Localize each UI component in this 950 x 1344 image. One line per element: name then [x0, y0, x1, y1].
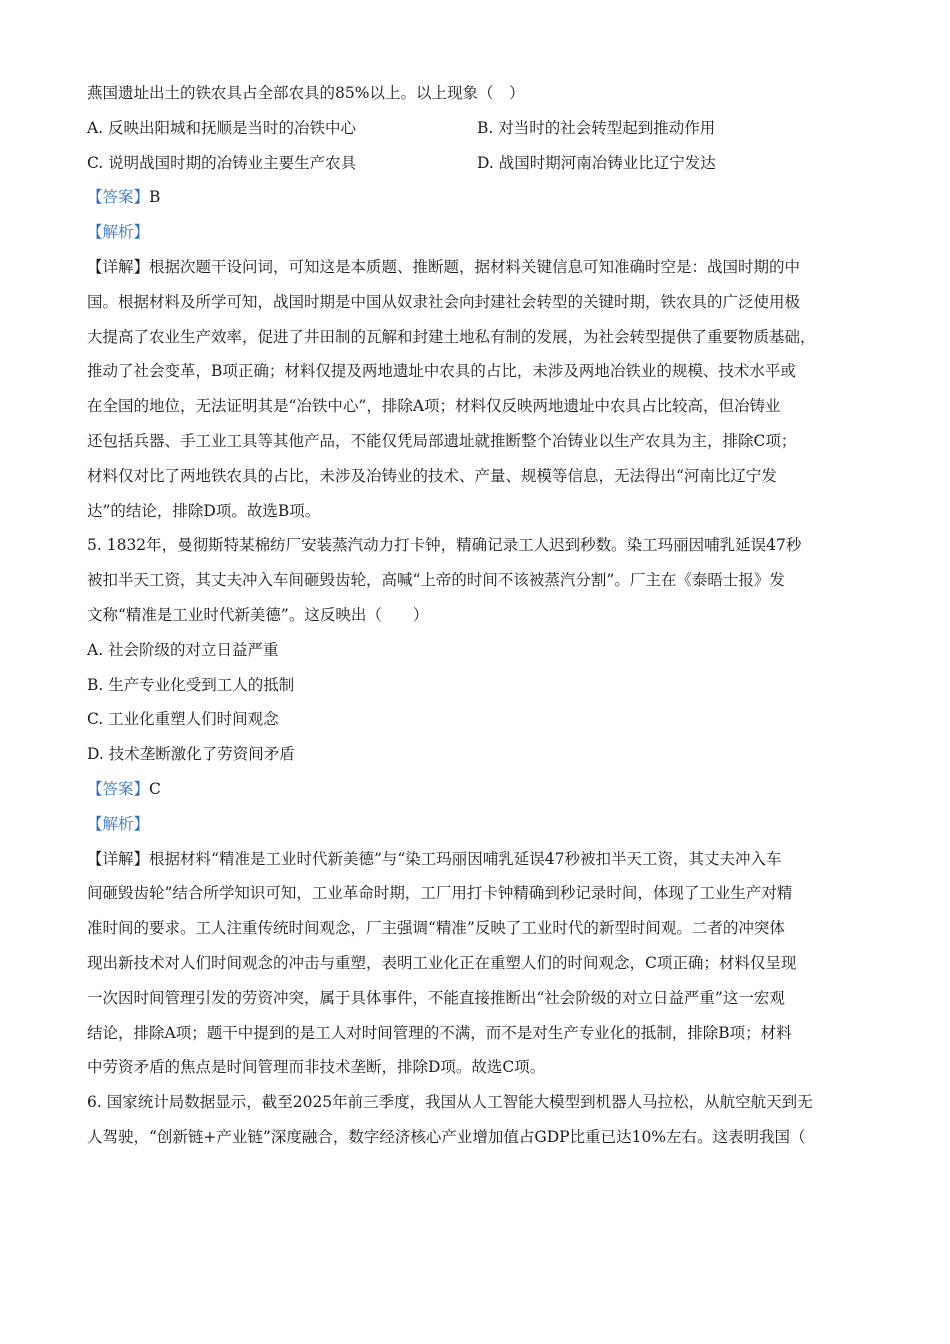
q5-detail-line-3: 准时间的要求。工人注重传统时间观念，厂主强调“精准”反映了工业时代的新型时间观。二者的冲突体 — [87, 919, 785, 938]
document-page — [87, 76, 867, 1155]
q5-option-b: B. 生产专业化受到工人的抵制 — [87, 675, 295, 694]
q4-option-a: A. 反映出阳城和抚顺是当时的冶铁中心 — [87, 118, 357, 137]
q4-detail-line-1 — [87, 250, 867, 285]
q5-analysis — [87, 807, 867, 842]
q4-analysis — [87, 215, 867, 250]
q5-answer — [87, 772, 867, 807]
q6-stem-line-2: 人驾驶，“创新链+产业链”深度融合，数字经济核心产业增加值占GDP比重已达10%左右。这表明我国（ — [87, 1127, 806, 1146]
q5-detail-line-4: 现出新技术对人们时间观念的冲击与重塑，表明工业化正在重塑人们的时间观念，C项正确；材料仅呈现 — [87, 953, 797, 972]
q4-detail-line-5: 在全国的地位，无法证明其是“冶铁中心”，排除A项；材料仅反映两地遗址中农具占比较高，但冶铸业 — [87, 397, 781, 416]
q5-detail-text: 根据材料“精准是工业时代新美德”与“染工玛丽因哺乳延误47秒被扣半天工资，其丈夫冲入车 — [149, 849, 782, 868]
q5-answer-tag: 【答案】 — [87, 779, 150, 798]
q5-detail-line-1 — [87, 842, 867, 877]
q4-analysis-tag: 【解析】 — [87, 223, 150, 242]
q5-option-d: D. 技术垄断激化了劳资间矛盾 — [87, 745, 295, 764]
q5-option-c: C. 工业化重塑人们时间观念 — [87, 710, 279, 729]
q5-stem-line-2: 被扣半天工资，其丈夫冲入车间砸毁齿轮，高喊“上帝的时间不该被蒸汽分割”。厂主在《泰晤士报》发 — [87, 571, 785, 590]
q4-detail-line-3: 大提高了农业生产效率，促进了井田制的瓦解和封建土地私有制的发展，为社会转型提供了重要物质基础， — [87, 327, 816, 346]
q4-detail-tag: 【详解】 — [87, 257, 150, 276]
q5-detail-line-6: 结论，排除A项；题干中提到的是工人对时间管理的不满，而不是对生产专业化的抵制，排除B项；材料 — [87, 1023, 792, 1042]
q4-detail-line-6: 还包括兵器、手工业工具等其他产品，不能仅凭局部遗址就推断整个冶铸业以生产农具为主，排除C项； — [87, 431, 797, 450]
q5-option-a: A. 社会阶级的对立日益严重 — [87, 640, 279, 659]
q4-answer-tag: 【答案】 — [87, 188, 150, 207]
q4-options-row-1 — [87, 111, 867, 146]
q4-answer — [87, 180, 867, 215]
q5-analysis-tag: 【解析】 — [87, 814, 150, 833]
q4-answer-value: B — [149, 188, 161, 207]
q4-detail-line-2: 国。根据材料及所学可知，战国时期是中国从奴隶社会向封建社会转型的关键时期，铁农具的广泛使用极 — [87, 292, 801, 311]
q4-stem-tail: 燕国遗址出土的铁农具占全部农具的85%以上。以上现象（ ） — [87, 84, 525, 102]
q6-stem-line-1: 6. 国家统计局数据显示，截至2025年前三季度，我国从人工智能大模型到机器人马拉松，从航空航天到无 — [87, 1093, 813, 1112]
q5-answer-value: C — [149, 779, 161, 798]
q5-detail-line-5: 一次因时间管理引发的劳资冲突，属于具体事件，不能直接推断出“社会阶级的对立日益严重”这一宏观 — [87, 988, 785, 1007]
q4-detail-text: 根据次题干设问词，可知这是本质题、推断题，据材料关键信息可知准确时空是：战国时期的中 — [149, 257, 801, 276]
q5-stem-line-1: 5. 1832年，曼彻斯特某棉纺厂安装蒸汽动力打卡钟，精确记录工人迟到秒数。染工玛丽因哺乳延误47秒 — [87, 536, 802, 555]
q4-options-row-2 — [87, 146, 867, 181]
q4-option-d: D. 战国时期河南冶铸业比辽宁发达 — [477, 153, 716, 172]
q5-stem-line-3: 文称“精准是工业时代新美德”。这反映出（ ） — [87, 605, 429, 624]
q4-option-c: C. 说明战国时期的冶铸业主要生产农具 — [87, 153, 357, 172]
q4-detail-line-8: 达”的结论，排除D项。故选B项。 — [87, 501, 321, 520]
q4-option-b: B. 对当时的社会转型起到推动作用 — [477, 118, 716, 137]
q5-detail-tag: 【详解】 — [87, 849, 150, 868]
q4-detail-line-4: 推动了社会变革，B项正确；材料仅提及两地遗址中农具的占比，未涉及两地冶铁业的规模、技术水平或 — [87, 362, 796, 381]
q4-detail-line-7: 材料仅对比了两地铁农具的占比，未涉及冶铸业的技术、产量、规模等信息，无法得出“河南比辽宁发 — [87, 466, 777, 485]
q5-detail-line-7: 中劳资矛盾的焦点是时间管理而非技术垄断，排除D项。故选C项。 — [87, 1058, 546, 1077]
q5-detail-line-2: 间砸毁齿轮”结合所学知识可知，工业革命时期，工厂用打卡钟精确到秒记录时间，体现了工业生产对精 — [87, 884, 793, 903]
